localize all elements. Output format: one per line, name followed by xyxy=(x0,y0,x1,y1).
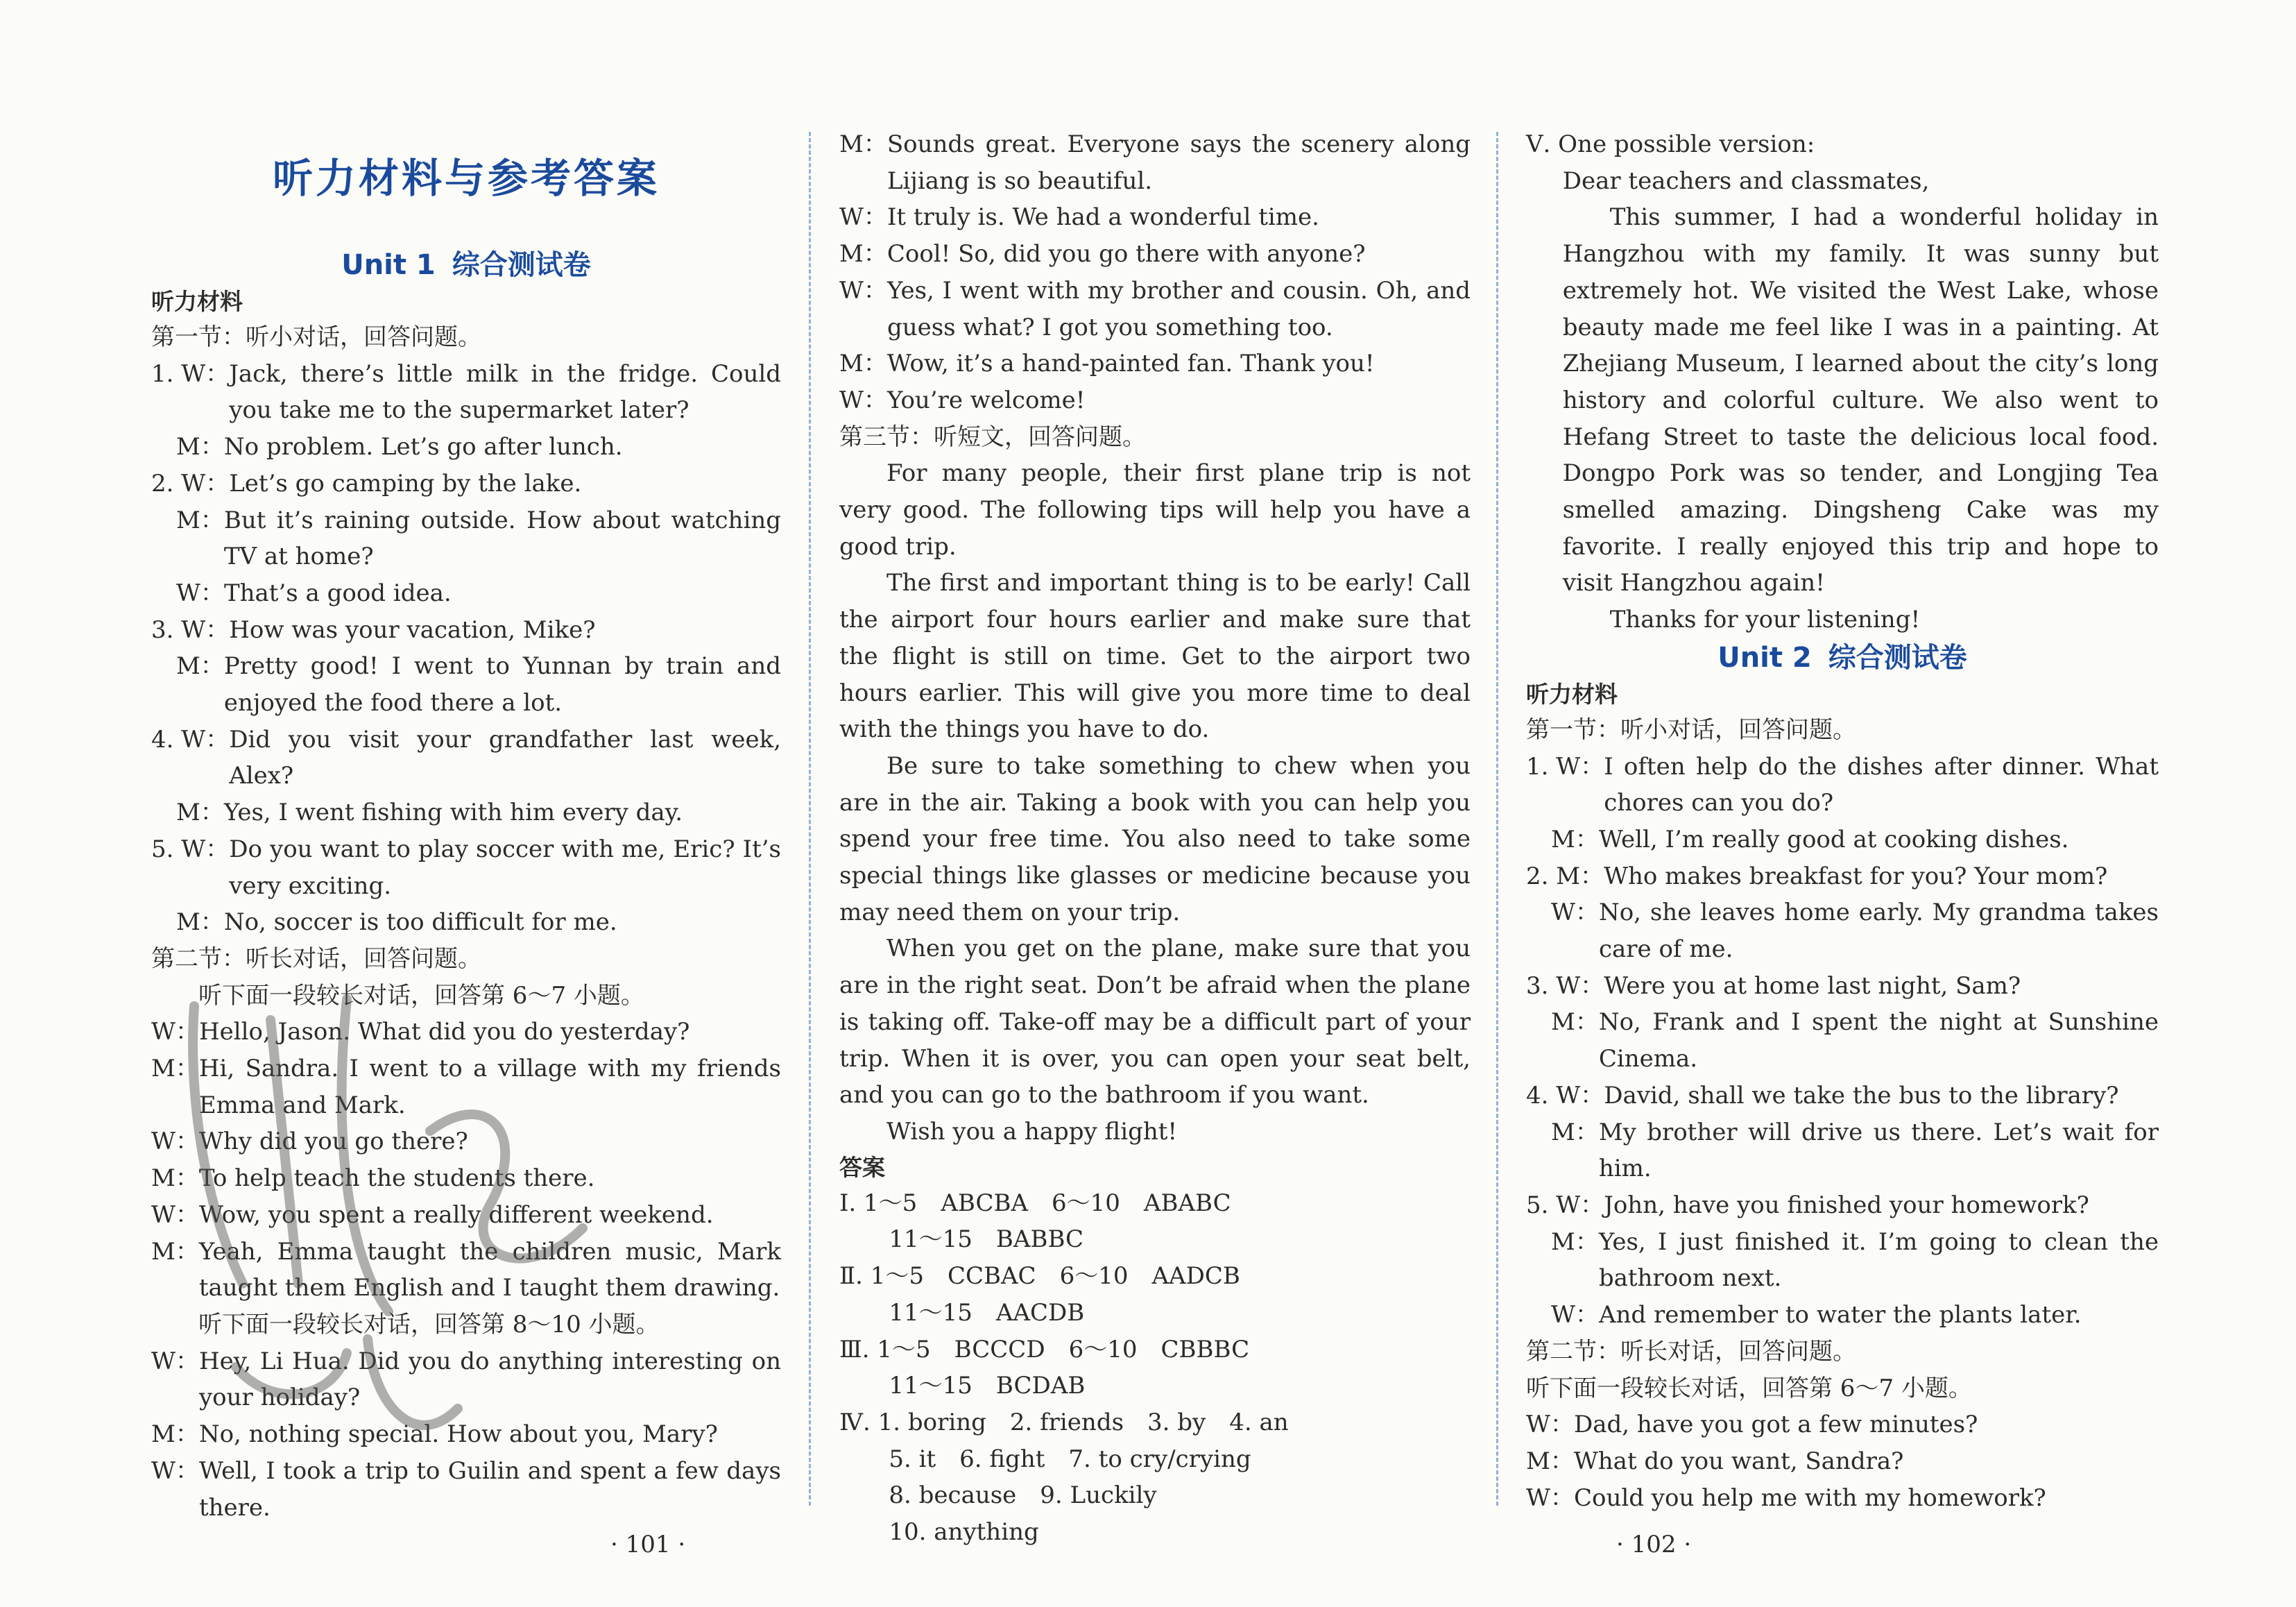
dialogue-line: 3. W： How was your vacation, Mike? xyxy=(151,615,596,644)
unit-2-intro-6-7: 听下面一段较长对话，回答第 6～7 小题。 xyxy=(1526,1374,1972,1402)
unit-2-subtitle: 综合测试卷 xyxy=(1828,641,1967,674)
dialogue-line: M： No, soccer is too difficult for me. xyxy=(176,908,617,937)
passage-paragraph: When you get on the plane, make sure that you are in the right seat. Don’t be afraid when the plane is taking off. Take-off may be a difficult part of your trip. When it is over, you can open your seat belt, and you can go to the bathroom if you want. xyxy=(839,935,1471,1109)
dialogue-line: W： You’re welcome! xyxy=(839,386,1086,414)
dialogue-line: W： Yes, I went with my brother and cousin. Oh, and guess what? I got you something too. xyxy=(839,276,1471,341)
passage-paragraph: Wish you a happy flight! xyxy=(886,1117,1178,1146)
dialogue-line: M： But it’s raining outside. How about watching TV at home? xyxy=(176,506,781,571)
column-3 xyxy=(1526,126,2159,1516)
dialogue-line: M： Yes, I went fishing with him every day. xyxy=(176,799,683,827)
dialogue-line: 5. W： John, have you finished your homework? xyxy=(1526,1191,2089,1219)
dialogue-line: M： Pretty good! I went to Yunnan by train and enjoyed the food there a lot. xyxy=(176,652,781,717)
answer-line: 11～15 BCDAB xyxy=(889,1372,1086,1400)
page-title: 听力材料与参考答案 xyxy=(272,155,660,202)
letter-body: This summer, I had a wonderful holiday in Hangzhou with my family. It was sunny but extremely hot. We visited the West Lake, whose beauty made me feel like I was in a painting. At Zhejiang Museum, I learned about the city’s long history and colorful culture. We also went to Hefang Street to taste the delicious local food. Dongpo Pork was so tender, and Longjing Tea smelled amazing. Dingsheng Cake was my favorite. I really enjoyed this trip and hope to visit Hangzhou again! xyxy=(1562,203,2159,597)
dialogue-line: 5. W： Do you want to play soccer with me, Eric? It’s very exciting. xyxy=(151,835,781,900)
dialogue-line: 3. W： Were you at home last night, Sam? xyxy=(1526,971,2021,1000)
dialogue-line: W： Dad, have you got a few minutes? xyxy=(1526,1411,1978,1439)
answer-line: 11～15 BABBC xyxy=(889,1225,1084,1254)
dialogue-line: M： Well, I’m really good at cooking dishes. xyxy=(1551,825,2069,853)
dialogue-line: W： It truly is. We had a wonderful time. xyxy=(839,203,1319,232)
unit-2-listening-heading: 听力材料 xyxy=(1526,680,1618,708)
dialogue-line: M： Sounds great. Everyone says the scenery along Lijiang is so beautiful. xyxy=(839,130,1471,195)
dialogue-line: W： Why did you go there? xyxy=(151,1128,468,1156)
dialogue-line: 1. W： Jack, there’s little milk in the fridge. Could you take me to the supermarket later? xyxy=(151,359,781,425)
passage-paragraph: Be sure to take something to chew when you are in the air. Taking a book with you can help you spend your free time. You also need to take some special things like glasses or medicine because you may need them on your trip. xyxy=(839,751,1471,926)
passage-paragraph: The first and important thing is to be early! Call the airport four hours earlier and make sure that the flight is still on time. Get to the airport two hours earlier. This will give you more time to deal with the things you have to do. xyxy=(839,569,1471,744)
dialogue-line: W： That’s a good idea. xyxy=(176,579,452,607)
dialogue-line: W： Hey, Li Hua. Did you do anything interesting on your holiday? xyxy=(151,1347,781,1412)
answers-heading: 答案 xyxy=(839,1153,885,1181)
dialogue-line: W： Wow, you spent a really different weekend. xyxy=(151,1200,714,1229)
dialogue-line: M： To help teach the students there. xyxy=(151,1164,595,1193)
answer-line: Ⅴ. One possible version: xyxy=(1526,130,1815,158)
dialogue-line: M： Hi, Sandra. I went to a village with my friends Emma and Mark. xyxy=(151,1055,781,1119)
dialogue-line: M： No, Frank and I spent the night at Sunshine Cinema. xyxy=(1551,1008,2159,1073)
answer-line: Ⅳ. 1. boring 2. friends 3. by 4. an xyxy=(839,1408,1289,1436)
dialogue-line: W： And remember to water the plants later. xyxy=(1551,1301,2082,1329)
answer-line: Ⅱ. 1～5 CCBAC 6～10 AADCB xyxy=(839,1262,1240,1291)
column-divider xyxy=(809,132,811,1506)
answer-line: 11～15 AACDB xyxy=(889,1298,1085,1327)
unit-1-title xyxy=(151,246,781,284)
dialogue-line: W： Could you help me with my homework? xyxy=(1526,1483,2046,1512)
unit-1-intro-6-7: 听下面一段较长对话，回答第 6～7 小题。 xyxy=(198,981,644,1010)
page-number-left: · 101 · xyxy=(610,1531,686,1558)
passage-paragraph: For many people, their first plane trip is not very good. The following tips will help you have a good trip. xyxy=(839,459,1471,561)
dialogue-line: M： Yes, I just finished it. I’m going to clean the bathroom next. xyxy=(1551,1227,2159,1293)
unit-2-section-2: 第二节：听长对话，回答问题。 xyxy=(1526,1337,1856,1366)
unit-2-section-1: 第一节：听小对话，回答问题。 xyxy=(1526,715,1856,744)
unit-1-listening-heading: 听力材料 xyxy=(151,288,243,315)
dialogue-line: W： Hello, Jason. What did you do yesterday? xyxy=(151,1018,690,1046)
dialogue-line: 2. M： Who makes breakfast for you? Your mom? xyxy=(1526,862,2108,890)
page-number-right: · 102 · xyxy=(1616,1531,1692,1558)
unit-1-section-1: 第一节：听小对话，回答问题。 xyxy=(151,323,481,351)
answer-line: 8. because 9. Luckily xyxy=(889,1481,1157,1510)
unit-1-section-2: 第二节：听长对话，回答问题。 xyxy=(151,944,481,973)
unit-1-label: Unit 1 xyxy=(341,249,436,281)
answer-line: 10. anything xyxy=(889,1518,1039,1547)
dialogue-line: M： Yeah, Emma taught the children music, Mark taught them English and I taught them drawing. xyxy=(151,1237,781,1302)
unit-1-subtitle: 综合测试卷 xyxy=(452,249,591,281)
dialogue-line: 1. W： I often help do the dishes after dinner. What chores can you do? xyxy=(1526,752,2159,817)
letter-closing: Thanks for your listening! xyxy=(1609,606,1921,634)
dialogue-line: 2. W： Let’s go camping by the lake. xyxy=(151,469,582,498)
dialogue-line: M： No, nothing special. How about you, Mary? xyxy=(151,1420,718,1449)
dialogue-line: M： Wow, it’s a hand-painted fan. Thank you! xyxy=(839,350,1375,378)
dialogue-line: M： My brother will drive us there. Let’s wait for him. xyxy=(1551,1118,2159,1183)
unit-1-section-3: 第三节：听短文，回答问题。 xyxy=(839,423,1146,451)
dialogue-line: M： Cool! So, did you go there with anyone? xyxy=(839,240,1366,269)
dialogue-line: 4. W： Did you visit your grandfather last week, Alex? xyxy=(151,725,781,790)
column-2 xyxy=(839,126,1471,1551)
answer-line: Ⅰ. 1～5 ABCBA 6～10 ABABC xyxy=(839,1189,1231,1217)
dialogue-line: M： What do you want, Sandra? xyxy=(1526,1447,1904,1475)
dialogue-line: 4. W： David, shall we take the bus to the library? xyxy=(1526,1081,2119,1109)
answer-line: Ⅲ. 1～5 BCCCD 6～10 CBBBC xyxy=(839,1335,1250,1363)
column-divider xyxy=(1496,132,1498,1506)
unit-2-label: Unit 2 xyxy=(1717,641,1812,674)
watermark-scribble xyxy=(166,923,610,1547)
dialogue-line: W： Well, I took a trip to Guilin and spent a few days there. xyxy=(151,1456,781,1522)
unit-2-title xyxy=(1526,638,2159,677)
letter-greeting: Dear teachers and classmates, xyxy=(1562,167,1930,195)
answer-line: 5. it 6. fight 7. to cry/crying xyxy=(889,1445,1251,1473)
dialogue-line: M： No problem. Let’s go after lunch. xyxy=(176,433,623,461)
dialogue-line: W： No, she leaves home early. My grandma takes care of me. xyxy=(1551,899,2159,964)
unit-1-intro-8-10: 听下面一段较长对话，回答第 8～10 小题。 xyxy=(198,1310,660,1338)
